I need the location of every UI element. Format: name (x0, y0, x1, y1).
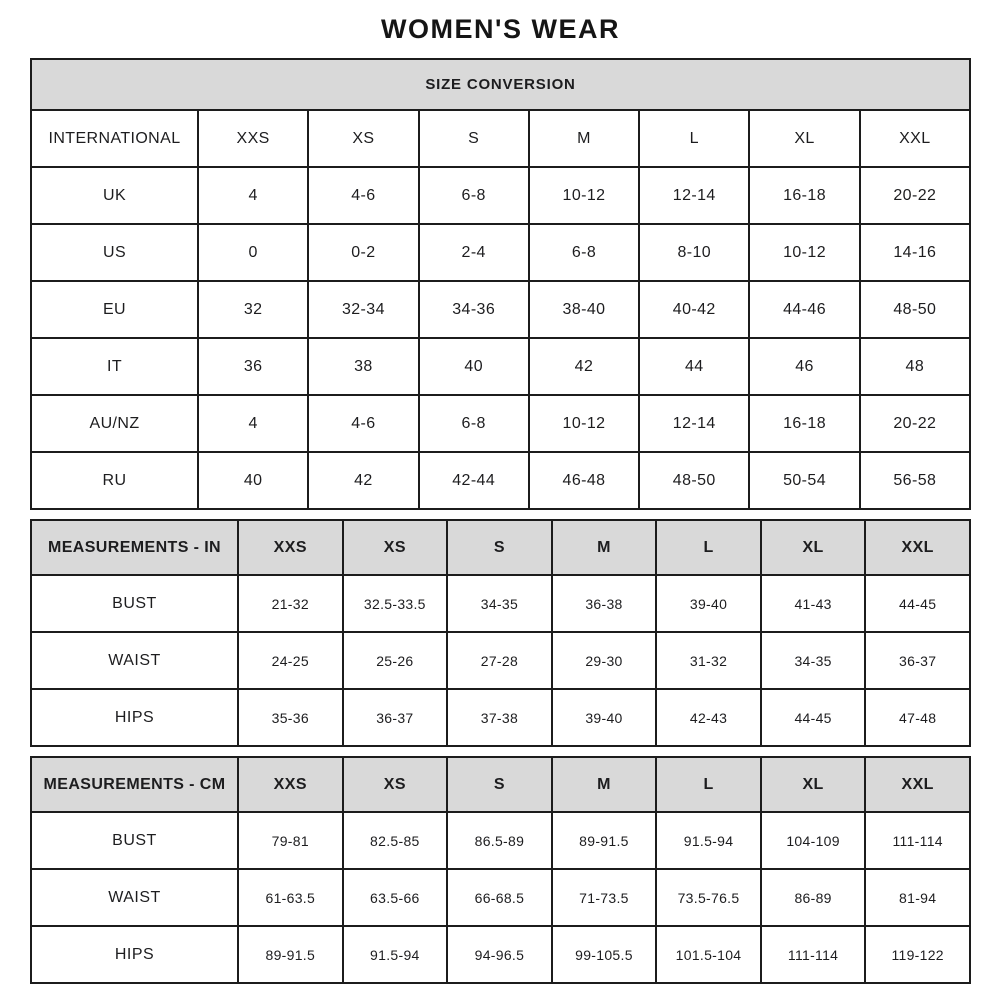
table-row-hips (31, 926, 970, 983)
value-cell: 16-18 (749, 395, 859, 452)
table-row-waist (31, 869, 970, 926)
value-cell: 48-50 (639, 452, 749, 509)
value-cell: 91.5-94 (343, 926, 448, 983)
measurements-cm-table (30, 756, 971, 984)
measurements-in-header-row (31, 520, 970, 575)
value-cell: 21-32 (238, 575, 343, 632)
value-cell: 89-91.5 (552, 812, 657, 869)
size-header-cell: XXL (865, 520, 970, 575)
size-header-cell: XS (308, 110, 418, 167)
size-header-cell: L (656, 520, 761, 575)
value-cell: 40 (419, 338, 529, 395)
table-row-it (31, 338, 970, 395)
measurements-cm-header-row (31, 757, 970, 812)
value-cell: 89-91.5 (238, 926, 343, 983)
value-cell: 12-14 (639, 395, 749, 452)
row-label: WAIST (31, 869, 238, 926)
value-cell: 44-45 (761, 689, 866, 746)
size-header-cell: L (656, 757, 761, 812)
value-cell: 56-58 (860, 452, 970, 509)
value-cell: 38-40 (529, 281, 639, 338)
table-row-uk (31, 167, 970, 224)
row-label: WAIST (31, 632, 238, 689)
measurements-in-body (31, 575, 970, 746)
value-cell: 10-12 (529, 167, 639, 224)
table-row-waist (31, 632, 970, 689)
table-row-au-nz (31, 395, 970, 452)
value-cell: 12-14 (639, 167, 749, 224)
value-cell: 16-18 (749, 167, 859, 224)
size-header-cell: M (529, 110, 639, 167)
value-cell: 40 (198, 452, 308, 509)
value-cell: 40-42 (639, 281, 749, 338)
value-cell: 46 (749, 338, 859, 395)
row-label: HIPS (31, 689, 238, 746)
size-header-cell: L (639, 110, 749, 167)
value-cell: 4-6 (308, 167, 418, 224)
value-cell: 86-89 (761, 869, 866, 926)
value-cell: 32 (198, 281, 308, 338)
size-header-cell: XL (761, 520, 866, 575)
size-header-cell: XS (343, 757, 448, 812)
value-cell: 94-96.5 (447, 926, 552, 983)
value-cell: 34-36 (419, 281, 529, 338)
value-cell: 4 (198, 395, 308, 452)
value-cell: 36-38 (552, 575, 657, 632)
row-label: UK (31, 167, 198, 224)
value-cell: 6-8 (419, 395, 529, 452)
table-row-hips (31, 689, 970, 746)
table-banner-row (31, 59, 970, 110)
size-header-cell: XXL (865, 757, 970, 812)
value-cell: 101.5-104 (656, 926, 761, 983)
row-label: BUST (31, 812, 238, 869)
value-cell: 10-12 (749, 224, 859, 281)
value-cell: 4-6 (308, 395, 418, 452)
value-cell: 66-68.5 (447, 869, 552, 926)
table-row-bust (31, 575, 970, 632)
value-cell: 119-122 (865, 926, 970, 983)
size-header-cell: XL (761, 757, 866, 812)
value-cell: 39-40 (656, 575, 761, 632)
international-sizes-row (31, 110, 970, 167)
size-header-cell: S (447, 757, 552, 812)
size-header-cell: XXS (238, 520, 343, 575)
value-cell: 0 (198, 224, 308, 281)
value-cell: 8-10 (639, 224, 749, 281)
value-cell: 46-48 (529, 452, 639, 509)
row-label: BUST (31, 575, 238, 632)
table-row-eu (31, 281, 970, 338)
size-header-cell: XXL (860, 110, 970, 167)
table-row-ru (31, 452, 970, 509)
size-header-cell: XS (343, 520, 448, 575)
value-cell: 34-35 (447, 575, 552, 632)
value-cell: 27-28 (447, 632, 552, 689)
value-cell: 44-45 (865, 575, 970, 632)
row-label: AU/NZ (31, 395, 198, 452)
value-cell: 42 (529, 338, 639, 395)
row-label: IT (31, 338, 198, 395)
table-row-us (31, 224, 970, 281)
value-cell: 24-25 (238, 632, 343, 689)
value-cell: 61-63.5 (238, 869, 343, 926)
value-cell: 31-32 (656, 632, 761, 689)
value-cell: 111-114 (865, 812, 970, 869)
size-header-cell: XXS (198, 110, 308, 167)
value-cell: 10-12 (529, 395, 639, 452)
value-cell: 111-114 (761, 926, 866, 983)
size-conversion-table (30, 58, 971, 510)
value-cell: 42 (308, 452, 418, 509)
value-cell: 39-40 (552, 689, 657, 746)
measurements-cm-body (31, 812, 970, 983)
page-title: WOMEN'S WEAR (381, 14, 620, 44)
row-label: US (31, 224, 198, 281)
value-cell: 99-105.5 (552, 926, 657, 983)
value-cell: 36-37 (343, 689, 448, 746)
value-cell: 20-22 (860, 395, 970, 452)
measurements-in-table (30, 519, 971, 747)
size-header-cell: XL (749, 110, 859, 167)
size-header-cell: S (447, 520, 552, 575)
value-cell: 42-43 (656, 689, 761, 746)
value-cell: 4 (198, 167, 308, 224)
value-cell: 6-8 (529, 224, 639, 281)
value-cell: 25-26 (343, 632, 448, 689)
value-cell: 82.5-85 (343, 812, 448, 869)
value-cell: 81-94 (865, 869, 970, 926)
value-cell: 104-109 (761, 812, 866, 869)
row-label-international: INTERNATIONAL (31, 110, 198, 167)
value-cell: 0-2 (308, 224, 418, 281)
value-cell: 34-35 (761, 632, 866, 689)
value-cell: 50-54 (749, 452, 859, 509)
size-header-cell: S (419, 110, 529, 167)
value-cell: 38 (308, 338, 418, 395)
value-cell: 29-30 (552, 632, 657, 689)
value-cell: 6-8 (419, 167, 529, 224)
value-cell: 32-34 (308, 281, 418, 338)
value-cell: 14-16 (860, 224, 970, 281)
table-row-bust (31, 812, 970, 869)
row-label: HIPS (31, 926, 238, 983)
size-header-cell: XXS (238, 757, 343, 812)
value-cell: 35-36 (238, 689, 343, 746)
measurements-title: MEASUREMENTS - CM (31, 757, 238, 812)
value-cell: 20-22 (860, 167, 970, 224)
size-header-cell: M (552, 757, 657, 812)
measurements-title: MEASUREMENTS - IN (31, 520, 238, 575)
size-conversion-body (31, 110, 970, 509)
value-cell: 71-73.5 (552, 869, 657, 926)
value-cell: 79-81 (238, 812, 343, 869)
value-cell: 2-4 (419, 224, 529, 281)
value-cell: 47-48 (865, 689, 970, 746)
value-cell: 91.5-94 (656, 812, 761, 869)
size-conversion-title: SIZE CONVERSION (31, 59, 970, 110)
value-cell: 36-37 (865, 632, 970, 689)
value-cell: 41-43 (761, 575, 866, 632)
value-cell: 48 (860, 338, 970, 395)
value-cell: 86.5-89 (447, 812, 552, 869)
value-cell: 63.5-66 (343, 869, 448, 926)
value-cell: 44 (639, 338, 749, 395)
value-cell: 42-44 (419, 452, 529, 509)
value-cell: 37-38 (447, 689, 552, 746)
row-label: RU (31, 452, 198, 509)
value-cell: 48-50 (860, 281, 970, 338)
value-cell: 73.5-76.5 (656, 869, 761, 926)
value-cell: 44-46 (749, 281, 859, 338)
size-header-cell: M (552, 520, 657, 575)
row-label: EU (31, 281, 198, 338)
value-cell: 36 (198, 338, 308, 395)
value-cell: 32.5-33.5 (343, 575, 448, 632)
